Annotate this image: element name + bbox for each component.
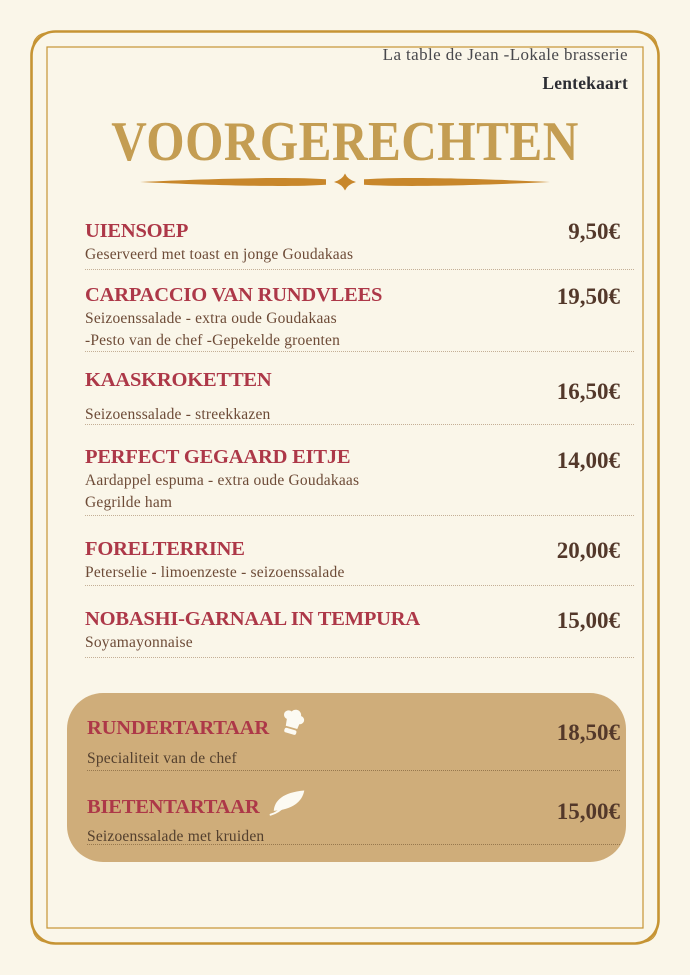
menu-item xyxy=(85,516,634,586)
menu-item xyxy=(85,586,634,658)
dish-price: 14,00€ xyxy=(556,448,620,473)
dish-price: 18,50€ xyxy=(556,720,620,745)
dish-description: Soyamayonnaise xyxy=(85,634,193,651)
specials-panel xyxy=(67,693,626,862)
menu-item xyxy=(85,425,634,516)
chef-hat-icon xyxy=(278,708,310,745)
special-item xyxy=(87,693,620,771)
dish-price: 15,00€ xyxy=(556,799,620,824)
leaf-icon xyxy=(268,788,310,823)
dish-description: Seizoenssalade - streekkazen xyxy=(85,406,271,423)
dish-name: BIETENTARTAAR xyxy=(87,771,620,826)
menu-item xyxy=(85,352,634,425)
dish-description: Gegrilde ham xyxy=(85,494,173,511)
dish-name: UIENSOEP xyxy=(85,220,189,242)
dish-description: Seizoenssalade - extra oude Goudakaas xyxy=(85,310,337,327)
special-item xyxy=(87,771,620,845)
dish-name: PERFECT GEGAARD EITJE xyxy=(85,446,351,468)
header xyxy=(383,45,628,94)
dish-description: Seizoenssalade met kruiden xyxy=(87,828,265,845)
menu-card-name: Lentekaart xyxy=(542,73,628,93)
dish-description: -Pesto van de chef -Gepekelde groenten xyxy=(85,332,341,349)
dish-description: Peterselie - limoenzeste - seizoenssalade xyxy=(85,564,345,581)
dish-name: NOBASHI-GARNAAL IN TEMPURA xyxy=(85,608,420,630)
page-title: VOORGERECHTEN xyxy=(111,111,579,173)
dish-description: Specialiteit van de chef xyxy=(87,750,237,767)
dish-description: Aardappel espuma - extra oude Goudakaas xyxy=(85,472,360,489)
menu-item xyxy=(85,270,634,352)
dish-price: 16,50€ xyxy=(556,379,620,404)
dish-name: FORELTERRINE xyxy=(85,538,245,560)
dish-description: Geserveerd met toast en jonge Goudakaas xyxy=(85,246,354,263)
menu-item xyxy=(85,218,634,270)
dish-price: 15,00€ xyxy=(556,608,620,633)
dish-name: RUNDERTARTAAR xyxy=(87,693,620,748)
dish-name: CARPACCIO VAN RUNDVLEES xyxy=(85,284,383,306)
dish-price: 9,50€ xyxy=(568,219,620,244)
dish-name: KAASKROKETTEN xyxy=(85,369,272,391)
dish-price: 20,00€ xyxy=(556,538,620,563)
restaurant-name: La table de Jean -Lokale brasserie xyxy=(382,45,628,64)
star-icon xyxy=(334,174,356,191)
dish-price: 19,50€ xyxy=(556,284,620,309)
title-divider xyxy=(140,172,550,192)
